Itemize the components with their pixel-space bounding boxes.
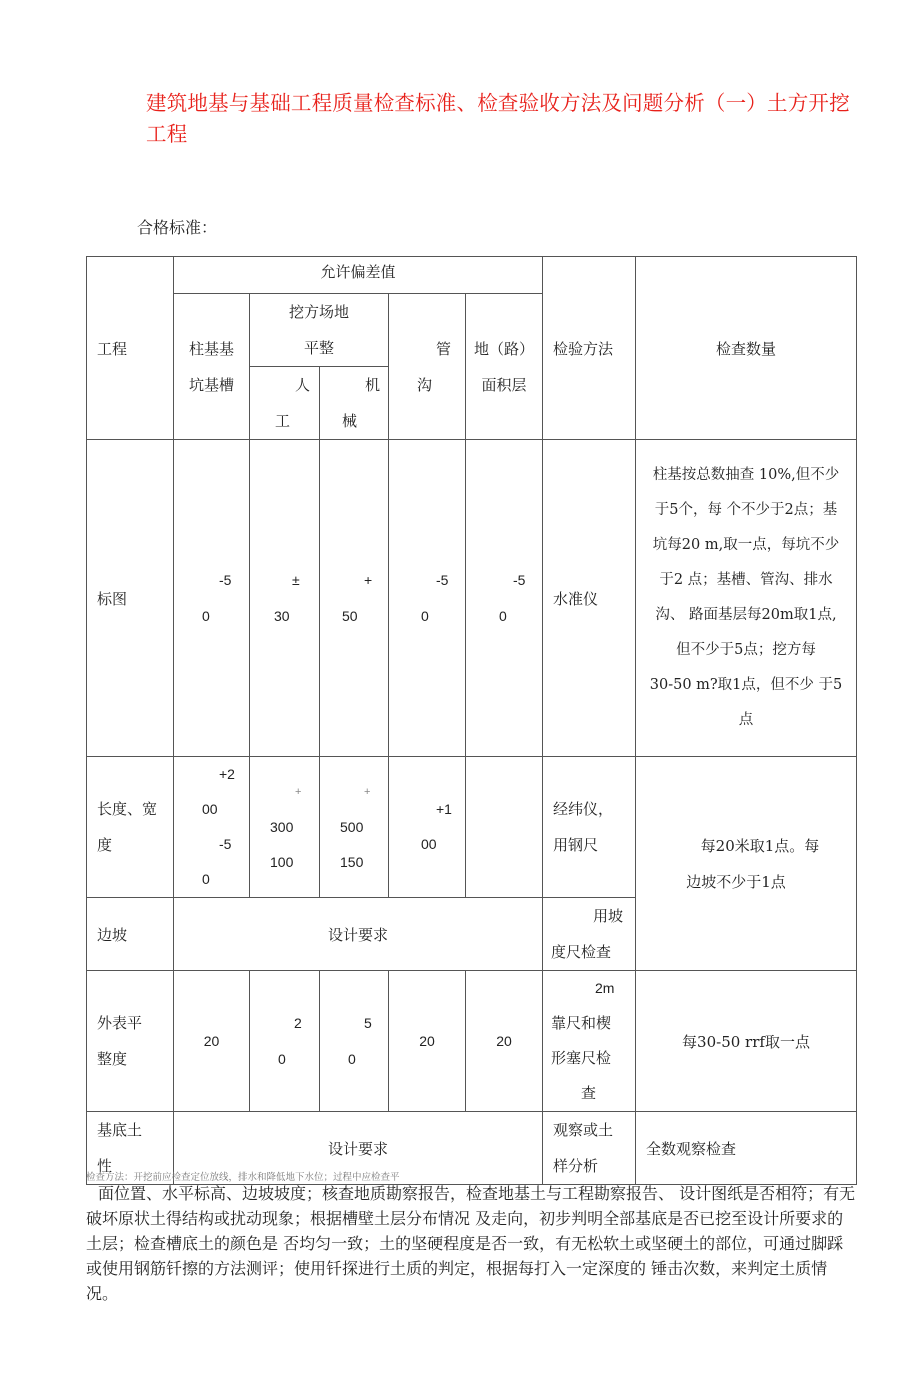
flatness-mech-value: 5 0 <box>320 971 389 1112</box>
header-pit: 柱基基 坑基槽 <box>174 294 250 440</box>
inspection-method-note: 检查方法：开挖前应检查定位放线，排水和降低地下水位；过程中应检查平 <box>86 1172 400 1183</box>
flatness-surface-value: 20 <box>466 971 543 1112</box>
elevation-mech-value: + 50 <box>320 440 389 757</box>
table-row-elevation <box>87 440 857 757</box>
flatness-method: 2m 靠尺和楔 形塞尺检 查 <box>543 971 636 1112</box>
header-manual: 人 工 <box>250 367 320 440</box>
header-allowed-deviation: 允许偏差值 <box>174 257 543 294</box>
document-title: 建筑地基与基础工程质量检查标准、检查验收方法及问题分析（一）土方开挖工程 <box>146 91 850 146</box>
header-surface-layer: 地（路） 面积层 <box>466 294 543 440</box>
length-quantity: 每20米取1点。每 边坡不少于1点 <box>636 757 857 971</box>
row-flatness-item: 外表平 整度 <box>87 971 174 1112</box>
flatness-trench-value: 20 <box>389 971 466 1112</box>
flatness-quantity: 每30-50 rrf取一点 <box>636 971 857 1112</box>
elevation-quantity: 柱基按总数抽查 10%,但不少 于5个，每 个不少于2点；基 坑每20 m,取一点，每坑不少 于2 点；基槽、管沟、排水 沟、 路面基层每20m取1点, 但不少于5点；挖方每 30-50 m?取1点，但不少 于5 点 <box>636 440 857 757</box>
inspection-paragraph: 面位置、水平标高、边坡坡度；核查地质勘察报告，检查地基土与工程勘察报告、 设计图纸是否相符；有无破坏原状土得结构或扰动现象；根据槽壁土层分布情况 及走向，初步判明全部基底是否已挖至设计所要求的土层；检查槽底土的颜色是 否均匀一致；土的坚硬程度是否一致，有无松软土或坚硬土的部位，可通过脚踩 或使用钢筋钎擦的方法测评；使用钎探进行土质的判定，根据每打入一定深度的 锤击次数，来判定土质情况。 <box>86 1184 856 1303</box>
row-length-item: 长度、宽 度 <box>87 757 174 898</box>
flatness-manual-value: 2 0 <box>250 971 320 1112</box>
elevation-manual-value: ± 30 <box>250 440 320 757</box>
length-manual-value: + 300 100 <box>250 757 320 898</box>
header-project: 工程 <box>87 257 174 440</box>
soil-value: 设计要求 <box>174 1112 543 1185</box>
length-method: 经纬仪， 用钢尺 <box>543 757 636 898</box>
header-quantity: 检查数量 <box>636 257 857 440</box>
header-site-leveling: 挖方场地 平整 <box>250 294 389 367</box>
soil-method: 观察或土 样分析 <box>543 1112 636 1185</box>
header-method: 检验方法 <box>543 257 636 440</box>
elevation-method: 水准仪 <box>543 440 636 757</box>
quality-standard-table <box>86 256 857 1185</box>
slope-value: 设计要求 <box>174 898 543 971</box>
elevation-trench-value: -5 0 <box>389 440 466 757</box>
length-trench-value: +1 00 <box>389 757 466 898</box>
elevation-pit-value: -5 0 <box>174 440 250 757</box>
length-surface-value <box>466 757 543 898</box>
elevation-surface-value: -5 0 <box>466 440 543 757</box>
slope-method: 用坡 度尺检查 <box>543 898 636 971</box>
table-row-flatness <box>87 971 857 1112</box>
flatness-pit-value: 20 <box>174 971 250 1112</box>
row-elevation-item: 标图 <box>87 440 174 757</box>
table-row-length-width <box>87 757 857 898</box>
intro-label: 合格标准： <box>137 218 218 237</box>
header-mechanical: 机 械 <box>320 367 389 440</box>
row-slope-item: 边坡 <box>87 898 174 971</box>
soil-quantity: 全数观察检查 <box>636 1112 857 1185</box>
length-pit-value: +2 00 -5 0 <box>174 757 250 898</box>
row-soil-item: 基底土 性 <box>87 1112 174 1185</box>
length-mech-value: + 500 150 <box>320 757 389 898</box>
header-trench: 管 沟 <box>389 294 466 440</box>
